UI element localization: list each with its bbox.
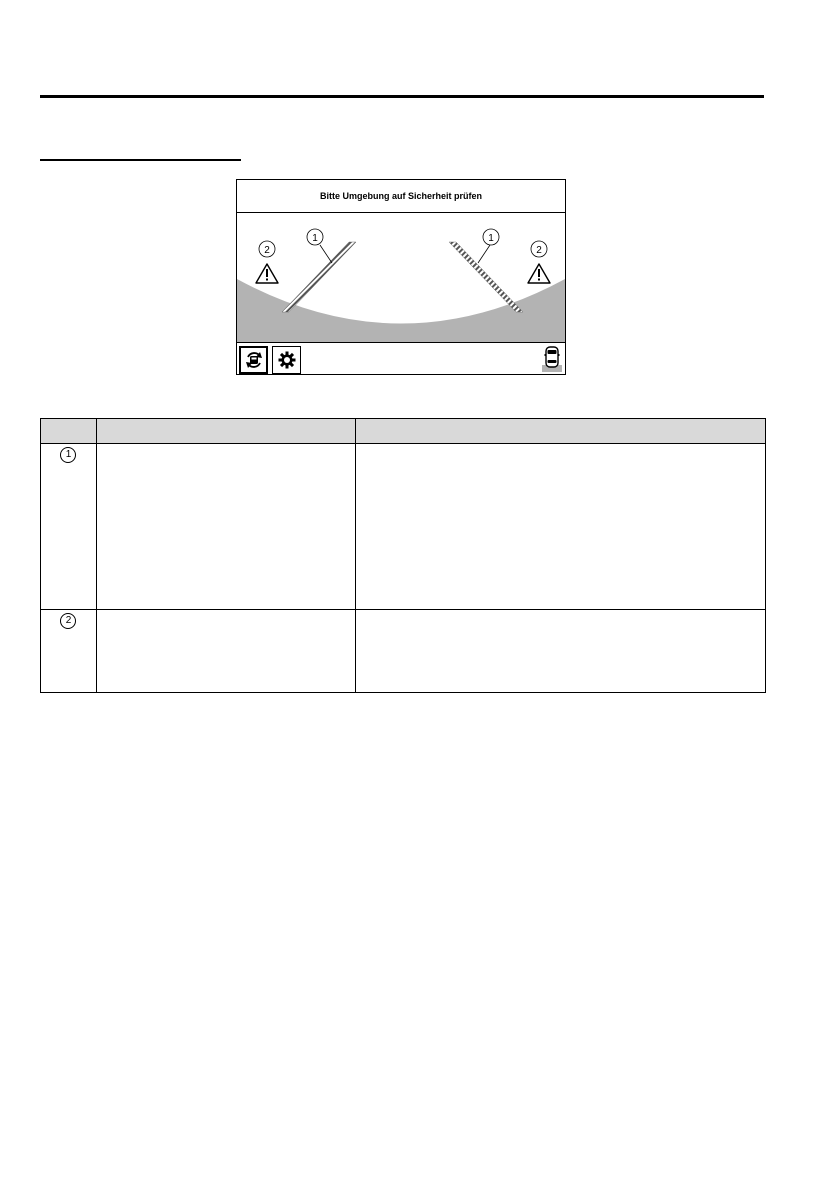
guide-line-right (449, 242, 523, 312)
page-top-rule (40, 95, 764, 98)
header-description (355, 419, 765, 444)
row-name (96, 444, 355, 610)
car-top-view-icon (541, 345, 563, 373)
header-number (41, 419, 97, 444)
camera-display-screen (236, 179, 566, 375)
safety-message: Bitte Umgebung auf Sicherheit prüfen (319, 191, 482, 201)
row-name (96, 610, 355, 693)
legend-header-row (41, 419, 766, 444)
row-number: 2 (60, 613, 76, 629)
table-row (41, 610, 766, 693)
screen-footer (237, 342, 565, 375)
row-number-cell (41, 610, 97, 693)
legend-table (40, 418, 766, 693)
camera-view (237, 213, 565, 342)
table-row (41, 444, 766, 610)
camera-switch-button[interactable] (239, 346, 268, 374)
camera-view-graphic (237, 213, 565, 342)
gear-icon (278, 351, 296, 369)
guide-line-left (282, 242, 356, 312)
callout-number-left-2: 2 (264, 245, 270, 256)
callout-leader-right-1 (478, 245, 490, 263)
row-number: 1 (60, 447, 76, 463)
row-number-cell (41, 444, 97, 610)
callout-leader-left-1 (320, 245, 332, 263)
camera-switch-icon (244, 350, 264, 370)
warning-icon-right (528, 264, 550, 283)
callout-number-right-2: 2 (536, 245, 542, 256)
header-name (96, 419, 355, 444)
section-heading-underline (40, 159, 241, 161)
settings-button[interactable] (272, 346, 301, 374)
callout-number-right-1: 1 (488, 233, 494, 244)
warning-icon-left (256, 264, 278, 283)
callout-number-left-1: 1 (312, 233, 318, 244)
row-description (355, 610, 765, 693)
screen-header (237, 180, 565, 213)
row-description (355, 444, 765, 610)
